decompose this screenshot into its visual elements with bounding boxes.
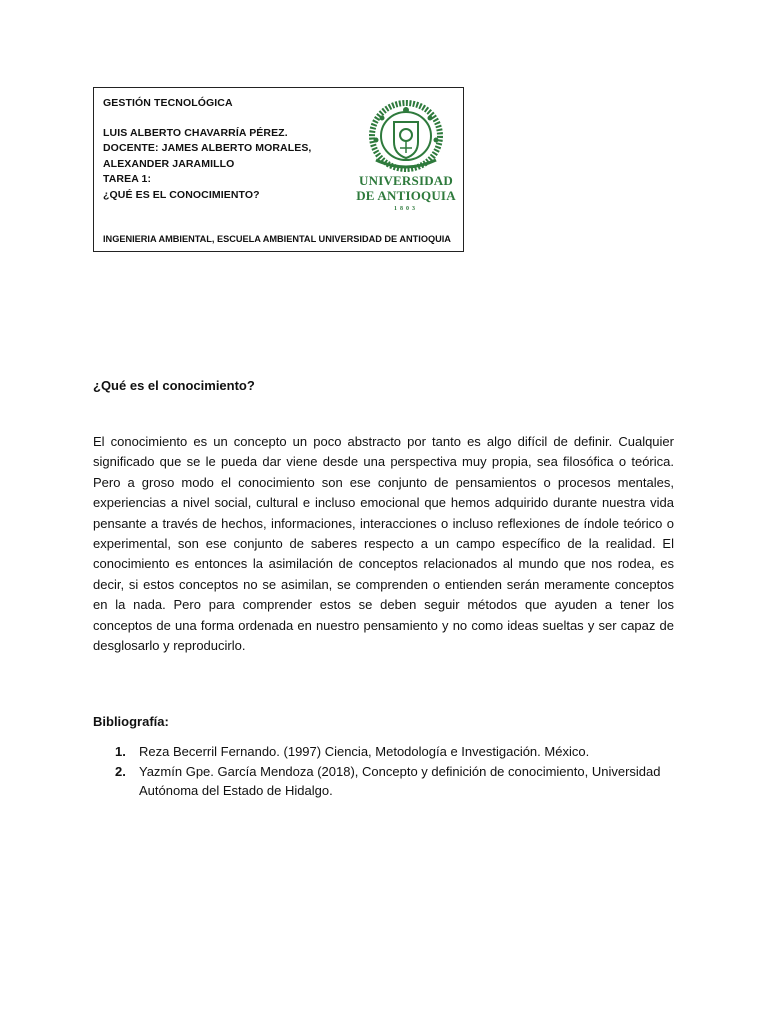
- section-heading: ¿Qué es el conocimiento?: [93, 378, 255, 393]
- teacher-line-1: DOCENTE: JAMES ALBERTO MORALES,: [103, 142, 312, 154]
- bibliography-item-text: Yazmín Gpe. García Mendoza (2018), Concepto y definición de conocimiento, Universidad Autónoma del Estado de Hidalgo.: [139, 763, 661, 798]
- title-block: [93, 87, 464, 252]
- bibliography-item-number: 2.: [115, 763, 126, 779]
- body-paragraph: El conocimiento es un concepto un poco abstracto por tanto es algo difícil de definir. Cualquier significado que se le pueda dar viene desde una perspectiva muy propia, sea filosófica o teórica. Pero a groso modo el conocimiento son ese conjunto de pensamientos o procesos mentales, experiencias a nivel social, cultural e incluso emocional que hemos adquirido durante nuestra vida pensante a través de hechos, informaciones, interacciones o incluso reflexiones de índole teórico o experimental, son ese conjunto de saberes respecto a un campo específico de la realidad. El conocimiento es entonces la asimilación de conceptos relacionados al mundo que nos rodea, es decir, si estos conceptos no se asimilan, se comprenden o entienden serán meramente conceptos en la nada. Pero para comprender estos se deben seguir métodos que ayuden a tener los conceptos de una forma ordenada en nuestro pensamiento y no como ideas sueltas y ser capaz de desglosarlo y reproducirlo.: [93, 434, 674, 654]
- spacer: [103, 112, 311, 126]
- bibliography-item: [93, 762, 693, 801]
- title-block-text: [103, 96, 311, 203]
- task-label: TAREA 1:: [103, 173, 152, 185]
- bibliography-item-text: Reza Becerril Fernando. (1997) Ciencia, Metodología e Investigación. México.: [139, 744, 590, 759]
- task-title: ¿QUÉ ES EL CONOCIMIENTO?: [103, 188, 260, 201]
- logo-year: 1803: [394, 206, 418, 212]
- teacher-line-2: ALEXANDER JARAMILLO: [103, 157, 235, 170]
- logo-line-1: UNIVERSIDAD: [359, 173, 453, 188]
- logo-line-2: DE ANTIOQUIA: [356, 188, 456, 203]
- university-logo: [356, 100, 456, 220]
- course-name: GESTIÓN TECNOLÓGICA: [103, 97, 233, 109]
- student-name: LUIS ALBERTO CHAVARRÍA PÉREZ.: [103, 126, 288, 139]
- bibliography-title: Bibliografía:: [93, 714, 169, 729]
- university-seal-icon: [356, 100, 456, 172]
- program-footer: INGENIERIA AMBIENTAL, ESCUELA AMBIENTAL UNIVERSIDAD DE ANTIOQUIA: [103, 234, 451, 244]
- bibliography-item-number: 1.: [115, 744, 126, 759]
- bibliography-item: [93, 742, 693, 762]
- bibliography-list: [93, 742, 693, 801]
